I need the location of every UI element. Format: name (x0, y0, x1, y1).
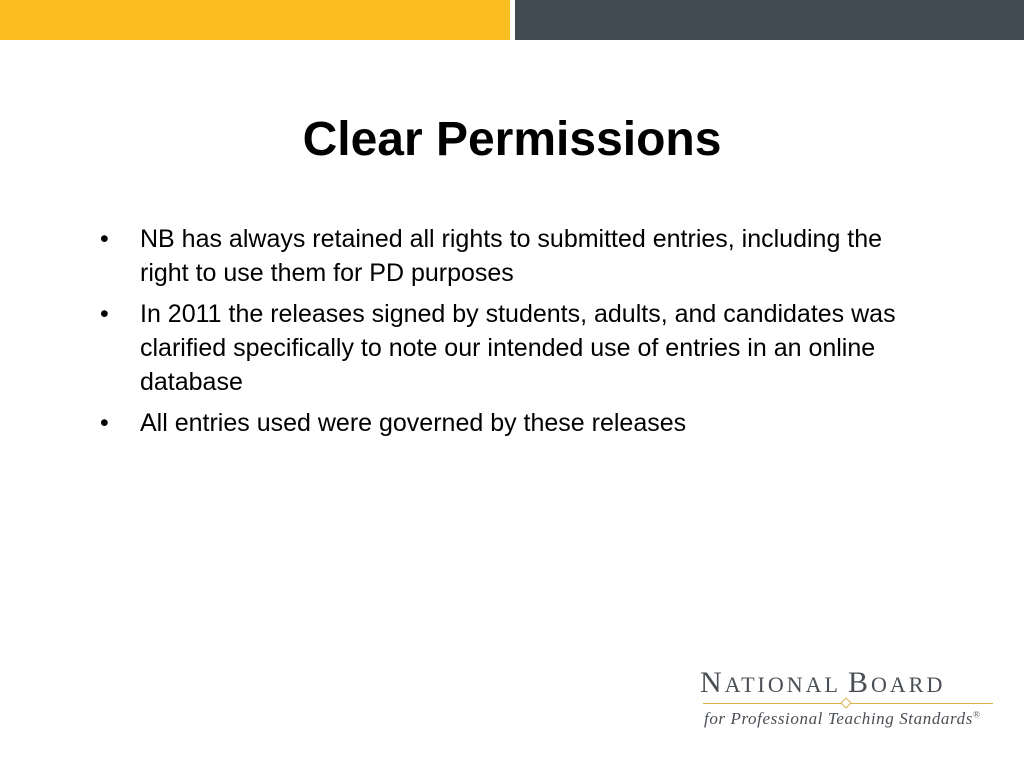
header-accent-bar-yellow (0, 0, 510, 40)
bullet-dot-icon: • (100, 409, 109, 437)
bullet-text: All entries used were governed by these releases (140, 409, 687, 437)
bullet-list (100, 222, 920, 447)
logo-word-board: OARD (871, 672, 946, 697)
bullet-item (100, 406, 920, 440)
bullet-text: NB has always retained all rights to submitted entries, including the right to use them for PD purposes (140, 225, 883, 287)
bullet-dot-icon: • (100, 225, 109, 253)
national-board-logo (700, 666, 1000, 736)
logo-tagline-text: for Professional Teaching Standards (704, 709, 973, 728)
bullet-item (100, 297, 920, 399)
logo-word-national: ATIONAL (724, 672, 841, 697)
slide-title: Clear Permissions (302, 113, 722, 166)
logo-initial-n: N (700, 666, 725, 699)
bullet-item (100, 222, 920, 290)
header-accent-bar-dark (515, 0, 1024, 40)
logo-tagline (704, 709, 980, 729)
logo-initial-b: B (848, 666, 872, 699)
bullet-text: In 2011 the releases signed by students, adults, and candidates was clarified specifically to note our intended use of entries in an online database (140, 300, 896, 396)
registered-mark: ® (972, 709, 981, 720)
bullet-dot-icon: • (100, 300, 109, 328)
logo-wordmark (700, 666, 945, 700)
